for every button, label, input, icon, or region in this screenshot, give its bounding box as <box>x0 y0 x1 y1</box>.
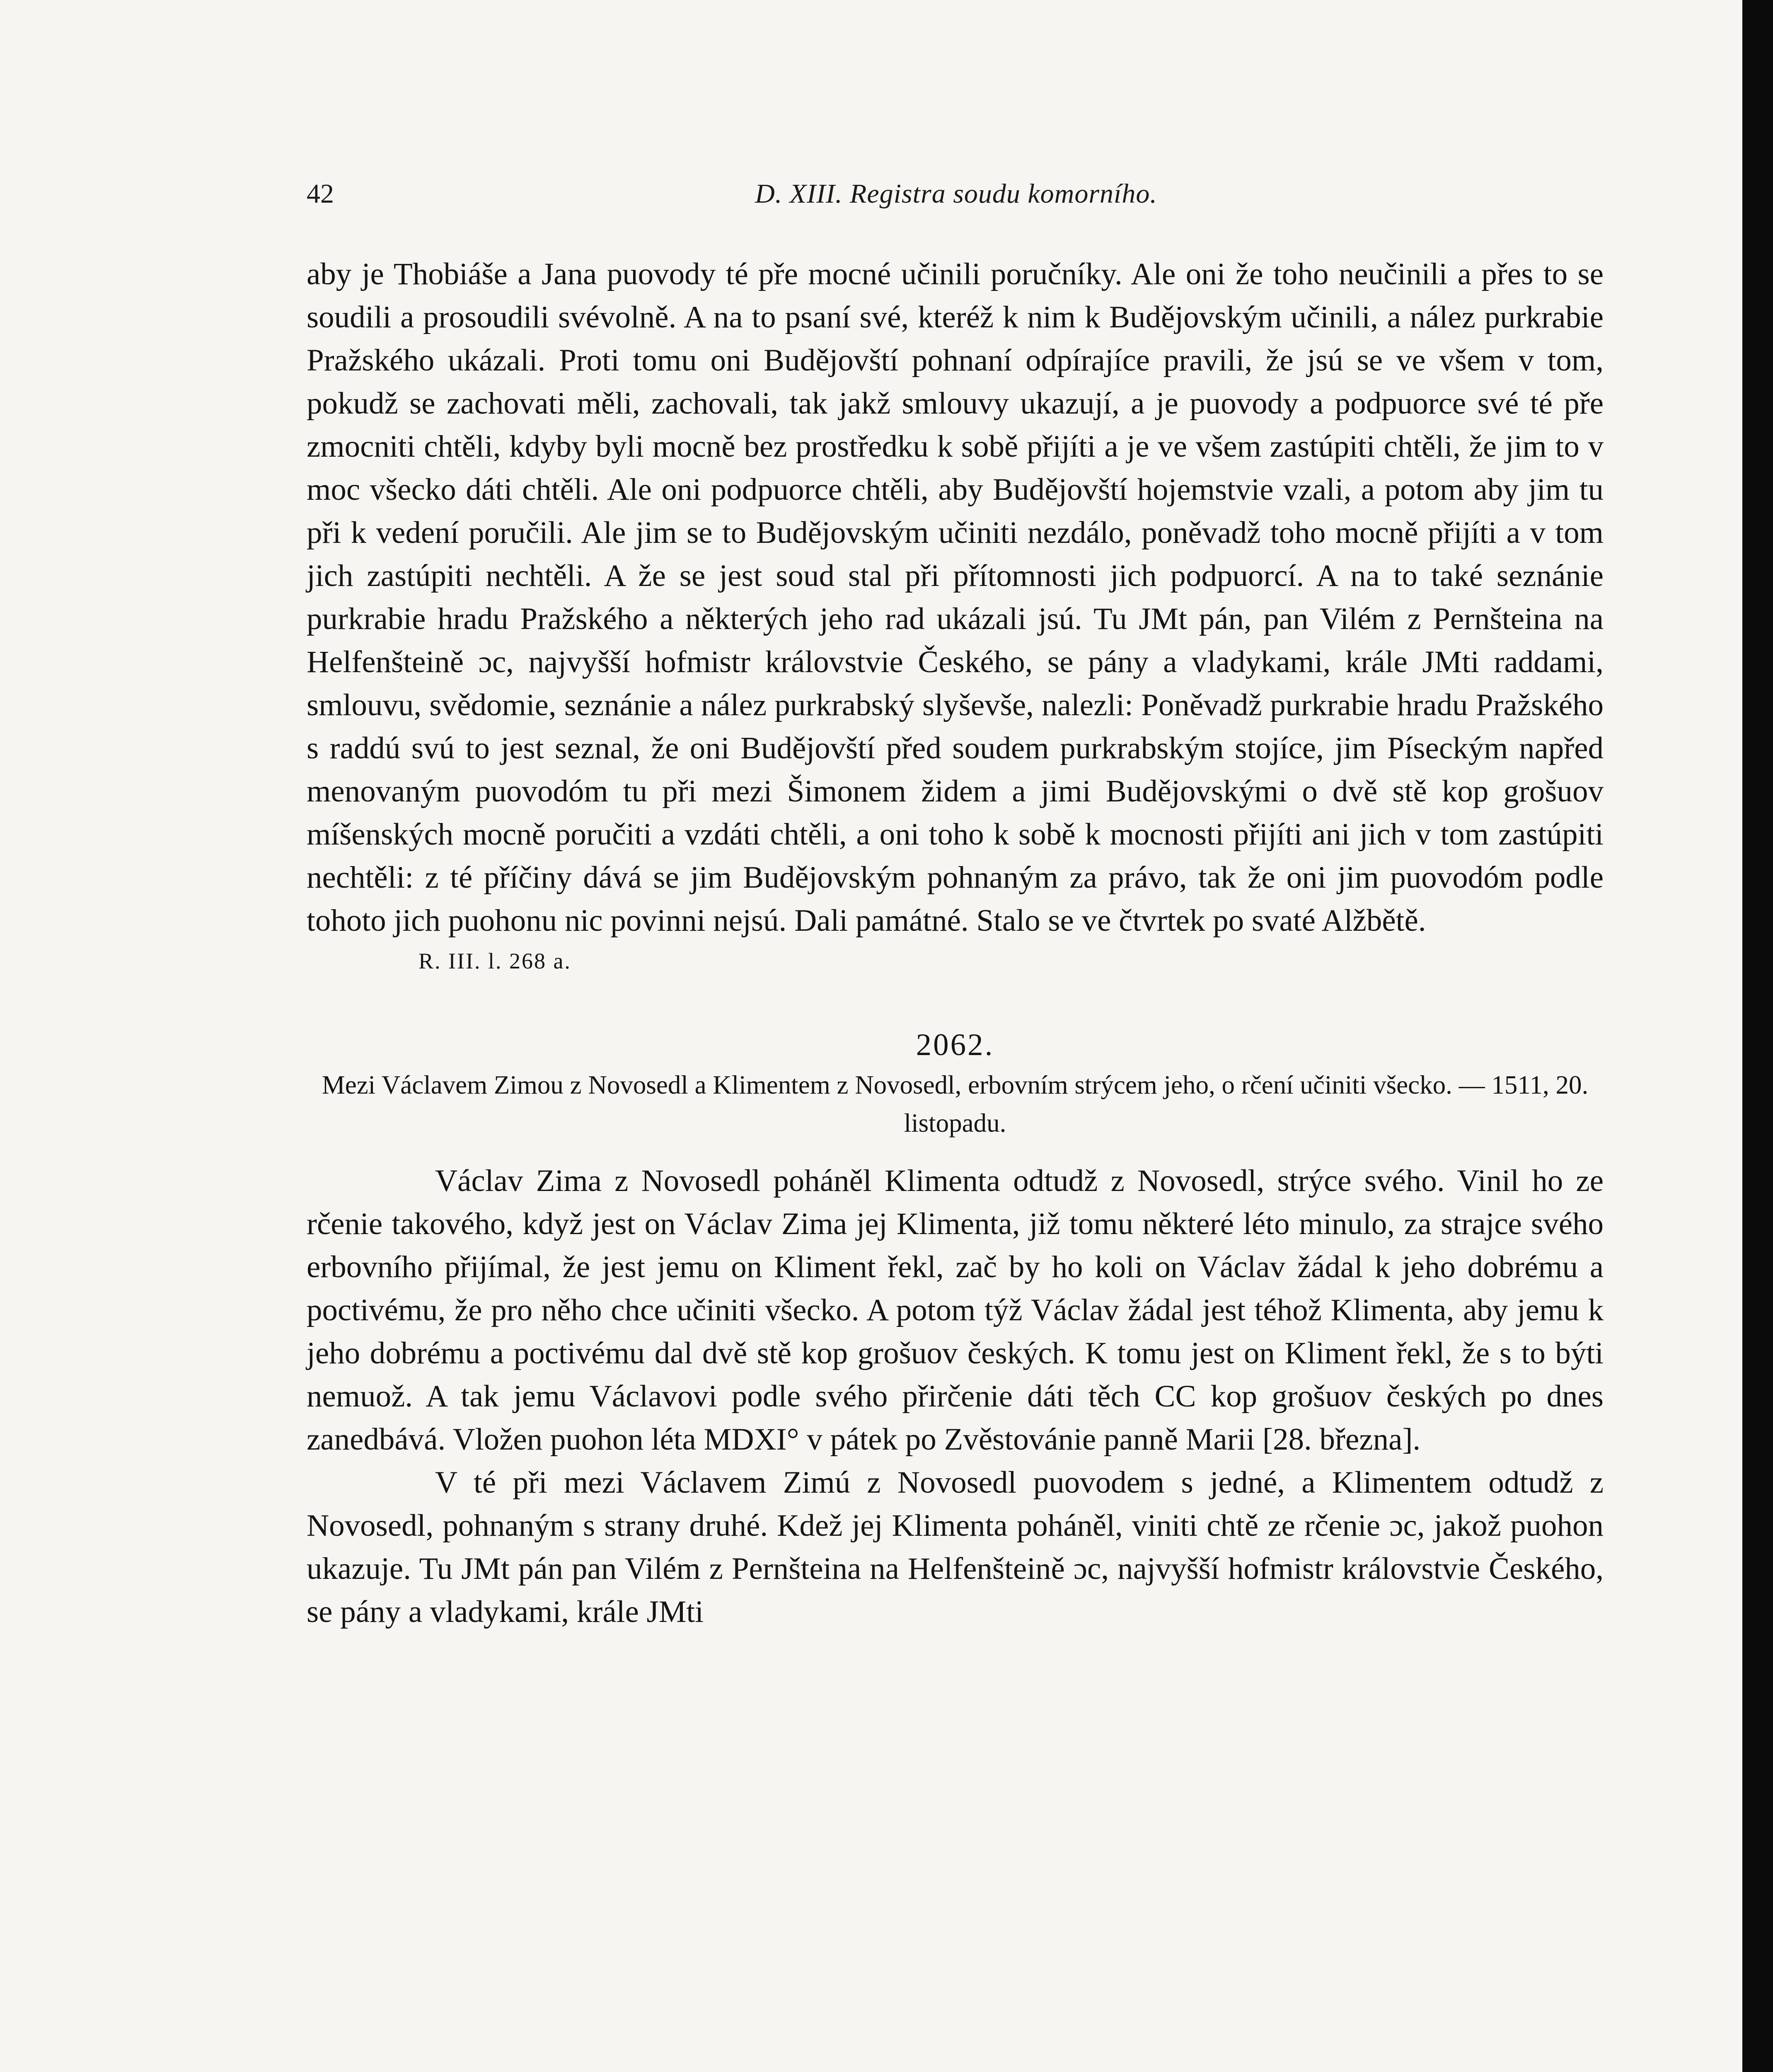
paragraph-verdict: V té při mezi Václavem Zimú z Novosedl puovodem s jedné, a Klimentem odtudž z Novosedl, pohnaným s strany druhé. Kdež jej Klimenta poháněl, viniti chtě ze rčenie ɔc, jakož puohon ukazuje. Tu JMt pán pan Vilém z Pernšteina na Helfenšteině ɔc, najvyšší hofmistr královstvie Českého, se pány a vladykami, krále JMti <box>307 1465 1604 1629</box>
page-number: 42 <box>307 179 334 209</box>
page-header <box>307 178 1606 224</box>
paragraph-continued: aby je Thobiáše a Jana puovody té pře mocné učinili poručníky. Ale oni že toho neučinili a přes to se soudili a prosoudili svévolně. A na to psaní své, kteréž k nim k Budějovským učinili, a nález purkrabie Pražského ukázali. Proti tomu oni Budějovští pohnaní odpírajíce pravili, že jsú se ve všem v tom, pokudž se zachovati měli, zachovali, tak jakž smlouvy ukazují, a je puovody a podpuorce své té pře zmocniti chtěli, kdyby byli mocně bez prostředku k sobě přijíti a je ve všem zastúpiti chtěli, že jim to v moc všecko dáti chtěli. Ale oni podpuorce chtěli, aby Budějovští hojemstvie vzali, a potom aby jim tu při k vedení poručili. Ale jim se to Budějovským učiniti nezdálo, poněvadž toho mocně přijíti a v tom jich zastúpiti nechtěli. A že se jest soud stal při přítomnosti jich podpuorcí. A na to také seznánie purkrabie hradu Pražského a některých jeho rad ukázali jsú. Tu JMt pán, pan Vilém z Pernšteina na Helfenšteině ɔc, najvyšší hofmistr královstvie Českého, se pány a vladykami, krále JMti raddami, smlouvu, svědomie, seznánie a nález purkrabský slyševše, nalezli: Poněvadž purkrabie hradu Pražského s raddú svú to jest seznal, že oni Budějovští před soudem purkrabským stojíce, jim Píseckým napřed menovaným puovodóm tu při mezi Šimonem židem a jimi Budějovskými o dvě stě kop grošuov míšenských mocně poručiti a vzdáti chtěli, a oni toho k sobě k mocnosti přijíti ani jich v tom zastúpiti nechtěli: z té příčiny dává se jim Budějovským pohnaným za právo, tak že oni jim puovodóm podle tohoto jich puohonu nic povinni nejsú. Dali památné. Stalo se ve čtvrtek po svaté Alžbětě. <box>307 257 1604 938</box>
entry-summary: Mezi Václavem Zimou z Novosedl a Klimentem z Novosedl, erbovním strýcem jeho, o rčení učiniti všecko. — 1511, 20. listopadu. <box>322 1070 1589 1138</box>
entry-number: 2062. <box>916 1028 994 1062</box>
source-reference: R. III. l. 268 a. <box>418 949 571 973</box>
page-body <box>307 253 1604 1634</box>
paragraph-complaint: Václav Zima z Novosedl poháněl Klimenta odtudž z Novosedl, strýce svého. Vinil ho ze rčenie takového, když jest on Václav Zima jej Klimenta, již tomu některé léto minulo, za strajce svého erbovního přijímal, že jest jemu on Kliment řekl, zač by ho koli on Václav žádal k jeho dobrému a poctivému, že pro něho chce učiniti všecko. A potom týž Václav žádal jest téhož Klimenta, aby jemu k jeho dobrému a poctivému dal dvě stě kop grošuov českých. K tomu jest on Kliment řekl, že s to býti nemuož. A tak jemu Václavovi podle svého přirčenie dáti těch CC kop grošuov českých po dnes zanedbává. Vložen puohon léta MDXI° v pátek po Zvěstovánie panně Marii [28. března]. <box>307 1164 1604 1457</box>
running-title: D. XIII. Registra soudu komorního. <box>755 179 1157 209</box>
